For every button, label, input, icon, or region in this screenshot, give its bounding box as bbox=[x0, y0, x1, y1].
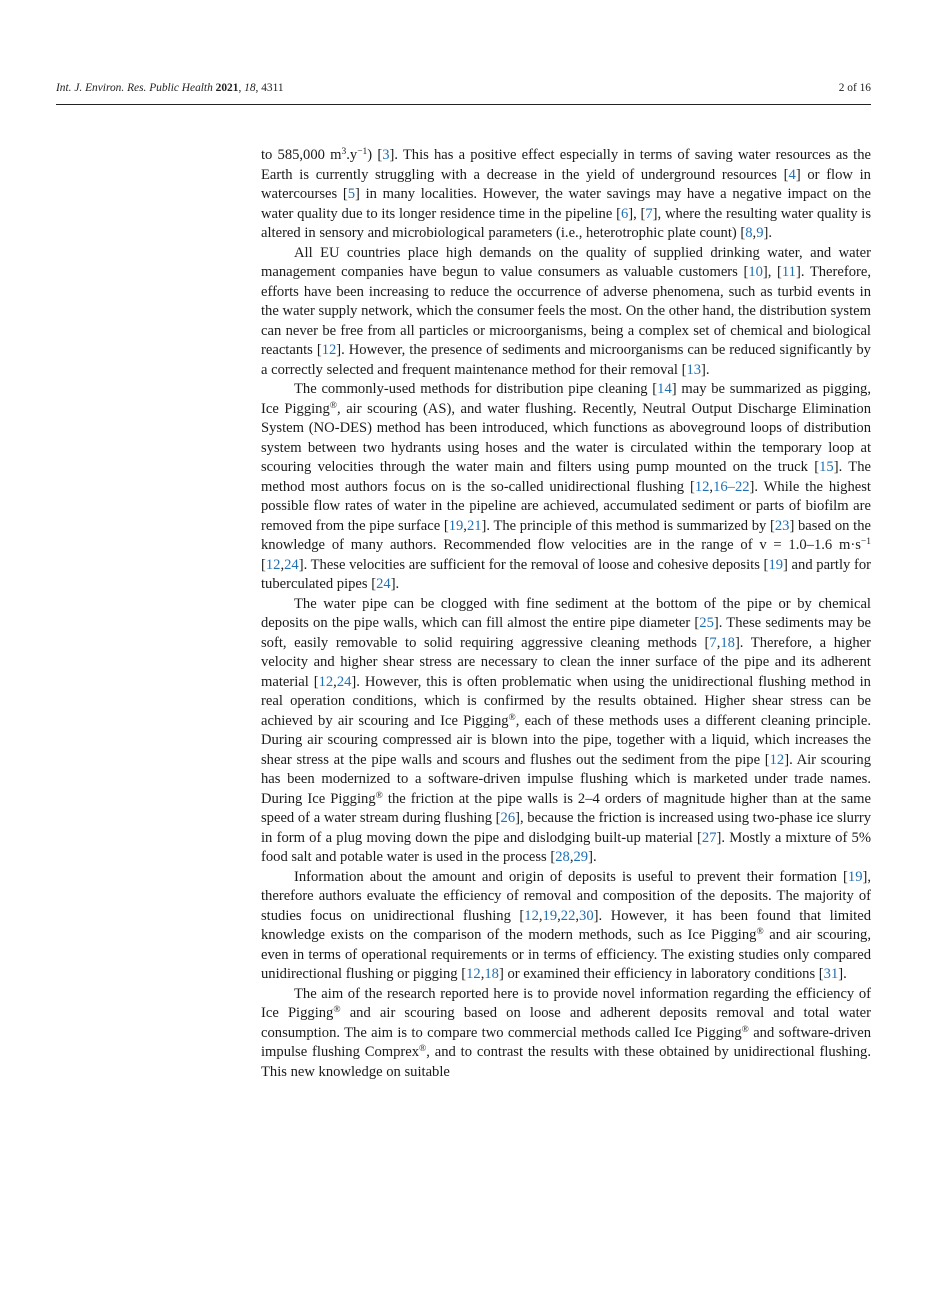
citation-link[interactable]: 30 bbox=[579, 907, 594, 924]
journal-name: Int. J. Environ. Res. Public Health bbox=[56, 82, 213, 94]
citation-link[interactable]: 24 bbox=[376, 576, 391, 592]
citation-link[interactable]: 16–22 bbox=[713, 478, 750, 495]
journal-year: 2021 bbox=[215, 82, 239, 94]
header-rule bbox=[56, 104, 871, 105]
citation-link[interactable]: 19 bbox=[768, 556, 784, 573]
paragraph-5: Information about the amount and origin of deposits is useful to prevent their formation [19], therefore authors evaluate the efficiency of removal and composition of the deposits. The majority of studies focus on unidirectional flushing [12,19,22,30]. However, it has been found that limited knowledge exists on the comparison of the modern methods, such as Ice Pigging® and air scouring, even in terms of operational requirements or in terms of efficiency. The existing studies only compared unidirectional flushing or pigging [12,18] or examined their efficiency in laboratory conditions [31]. bbox=[261, 868, 872, 982]
citation-link[interactable]: 13 bbox=[686, 361, 702, 378]
citation-link[interactable]: 24 bbox=[336, 673, 352, 690]
citation-link[interactable]: 22 bbox=[560, 907, 576, 924]
registered-mark: ® bbox=[756, 927, 764, 937]
citation-link[interactable]: 21 bbox=[466, 517, 482, 534]
citation-link[interactable]: 5 bbox=[347, 186, 356, 202]
registered-mark: ® bbox=[508, 712, 516, 723]
citation-link[interactable]: 28 bbox=[555, 849, 570, 865]
registered-mark: ® bbox=[375, 790, 383, 801]
paragraph-2: All EU countries place high demands on the quality of supplied drinking water, and water management companies have begun to value consumers as valuable customers [10], [11]. Therefore, efforts have been increasing to reduce the occurrence of adverse phenomena, such as turbid events in the water supply network, which the consumer feels the most. On the other hand, the distribution system can never be free from all particles or microorganisms, being a complex set of chemical and biological reactants [12]. However, the presence of sediments and microorganisms can be reduced significantly by a correctly selected and frequent maintenance method for their removal [13]. bbox=[261, 244, 871, 378]
journal-citation: Int. J. Environ. Res. Public Health 2021, 18, 4311 bbox=[56, 82, 284, 94]
citation-link[interactable]: 6 bbox=[620, 205, 629, 222]
citation-link[interactable]: 25 bbox=[699, 615, 714, 631]
citation-link[interactable]: 18 bbox=[484, 966, 499, 982]
citation-link[interactable]: 12 bbox=[466, 966, 481, 982]
citation-link[interactable]: 18 bbox=[720, 634, 735, 651]
citation-link[interactable]: 4 bbox=[788, 166, 796, 183]
citation-link[interactable]: 29 bbox=[573, 849, 589, 865]
citation-link[interactable]: 19 bbox=[847, 868, 863, 885]
citation-link[interactable]: 8 bbox=[745, 225, 753, 241]
citation-link[interactable]: 26 bbox=[500, 810, 516, 826]
registered-mark: ® bbox=[419, 1044, 427, 1054]
paragraph-4: The water pipe can be clogged with fine sediment at the bottom of the pipe or by chemical deposits on the pipe walls, which can fill almost the entire pipe diameter [25]. These sediments may be soft, easily removable to solid requiring aggressive cleaning methods [7,18]. Therefore, a higher velocity and higher shear stress are necessary to clean the inner surface of the pipe and its adherent material [12,24]. However, this is often problematic when using the unidirectional flushing method in real operation conditions, which is confirmed by the results obtained. Higher shear stress can be achieved by air scouring and Ice Pigging®, each of these methods uses a different cleaning principle. During air scouring compressed air is blown into the pipe, together with a liquid, which increases the shear stress at the pipe walls and scours and flushes out the sediment from the pipe [12]. Air scouring has been modernized to a software-driven impulse flushing which is marketed under trade names. During Ice Pigging® the friction at the pipe walls is 2–4 orders of magnitude higher than at the same speed of a water stream during flushing [26], because the friction is increased using two-phase ice slurry in form of a plug moving down the pipe and dislodging built-up material [27]. Mostly a mixture of 5% food salt and potable water is used in the process [28,29]. bbox=[261, 595, 872, 865]
citation-link[interactable]: 27 bbox=[701, 829, 717, 846]
citation-link[interactable]: 9 bbox=[756, 225, 764, 241]
registered-mark: ® bbox=[741, 1024, 749, 1035]
citation-link[interactable]: 12 bbox=[694, 478, 710, 495]
citation-link[interactable]: 12 bbox=[321, 342, 337, 358]
paragraph-6: The aim of the research reported here is to provide novel information regarding the efficiency of Ice Pigging® and air scouring based on loose and adherent deposits removal and total water consumption. The aim is to compare two commercial methods called Ice Pigging® and software-driven impulse flushing Comprex®, and to contrast the results with these obtained by unidirectional flushing. This new knowledge on suitable bbox=[261, 985, 871, 1080]
page-number: 2 of 16 bbox=[838, 82, 871, 94]
citation-link[interactable]: 12 bbox=[265, 556, 281, 573]
citation-link[interactable]: 19 bbox=[448, 517, 464, 534]
citation-link[interactable]: 12 bbox=[524, 907, 539, 924]
body-text bbox=[261, 146, 871, 1082]
citation-link[interactable]: 24 bbox=[284, 556, 299, 573]
citation-link[interactable]: 10 bbox=[748, 264, 763, 280]
citation-link[interactable]: 7 bbox=[709, 634, 717, 651]
citation-link[interactable]: 23 bbox=[774, 517, 790, 534]
journal-volume: 18 bbox=[244, 82, 256, 94]
citation-link[interactable]: 15 bbox=[819, 459, 834, 475]
paragraph-3: The commonly-used methods for distribution pipe cleaning [14] may be summarized as pigging, Ice Pigging®, air scouring (AS), and water flushing. Recently, Neutral Output Discharge Elimination System (NO-DES) method has been introduced, which functions as aboveground loops of distribution system between two hydrants using hoses and the water is circulated within the temporary loop at scouring velocities through the water main and filters using pump mounted on the truck [15]. The method most authors focus on is the so-called unidirectional flushing [12,16–22]. While the highest possible flow rates of water in the pipeline are achieved, accumulated sediment or parts of biofilm are removed from the pipe surface [19,21]. The principle of this method is summarized by [23] based on the knowledge of many authors. Recommended flow velocities are in the range of v = 1.0–1.6 $m\cdot s^{-1}$ [12,24]. These velocities are sufficient for the removal of loose and cohesive deposits [19] and partly for tuberculated pipes [24]. bbox=[261, 381, 871, 592]
registered-mark: ® bbox=[329, 400, 337, 411]
article-number: 4311 bbox=[261, 82, 284, 94]
registered-mark: ® bbox=[333, 1005, 341, 1015]
citation-link[interactable]: 3 bbox=[382, 147, 390, 163]
citation-link[interactable]: 14 bbox=[657, 381, 672, 397]
citation-link[interactable]: 31 bbox=[823, 966, 839, 982]
citation-link[interactable]: 11 bbox=[781, 264, 796, 280]
citation-link[interactable]: 7 bbox=[645, 205, 653, 222]
citation-link[interactable]: 12 bbox=[769, 751, 785, 768]
paragraph-1: to 585,000 $m^3.y^{-1}$) [3]. This has a positive effect especially in terms of saving water resources as the Earth is currently struggling with a decrease in the yield of underground resources [4] or flow in watercourses [5] in many localities. However, the water savings may have a negative impact on the water quality due to its longer residence time in the pipeline [6], [7], where the resulting water quality is altered in sensory and microbiological parameters (i.e., heterotrophic plate count) [8,9]. bbox=[261, 147, 871, 241]
citation-link[interactable]: 19 bbox=[542, 907, 558, 924]
citation-link[interactable]: 12 bbox=[318, 673, 334, 690]
